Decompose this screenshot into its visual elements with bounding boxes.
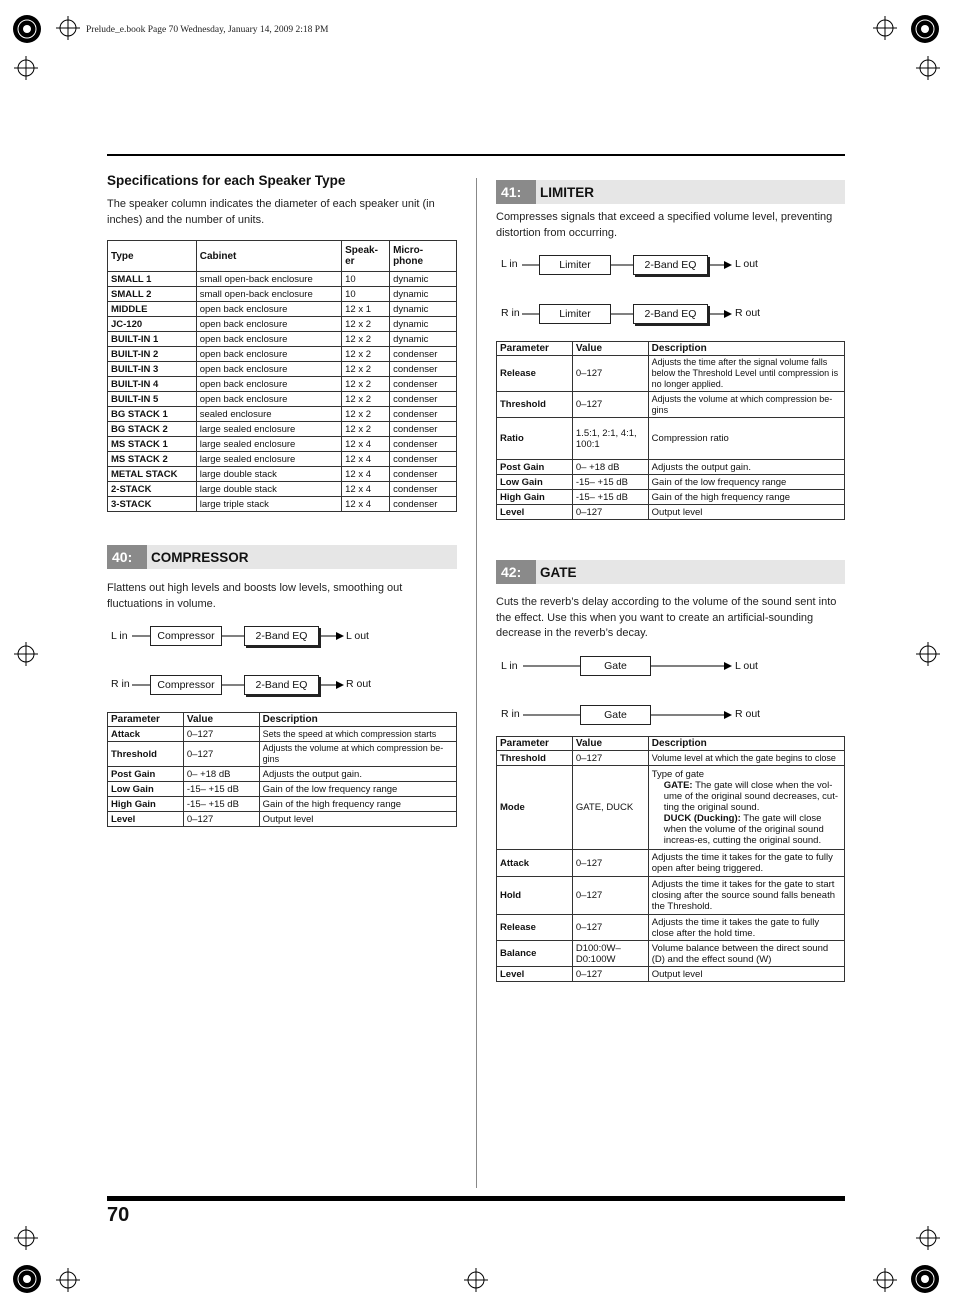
table-cell-key: SMALL 2 — [108, 287, 197, 302]
table-cell: 0–127 — [183, 742, 259, 767]
starburst-mark-icon — [910, 1264, 940, 1294]
table-row — [108, 767, 457, 782]
col-header: Value — [572, 342, 648, 356]
table-cell: open back enclosure — [196, 317, 341, 332]
table-row — [108, 272, 457, 287]
table-row — [108, 812, 457, 827]
r-in-label: R in — [111, 678, 130, 690]
table-row — [108, 467, 457, 482]
param-value: 0–127 — [572, 877, 648, 915]
table-cell: -15– +15 dB — [572, 475, 648, 490]
table-cell: condenser — [390, 482, 457, 497]
table-cell-key: BUILT-IN 5 — [108, 392, 197, 407]
column-divider — [476, 178, 477, 1188]
table-cell: condenser — [390, 362, 457, 377]
table-cell: sealed enclosure — [196, 407, 341, 422]
table-cell: 0– +18 dB — [183, 767, 259, 782]
param-desc-mode — [648, 766, 844, 850]
table-row — [108, 377, 457, 392]
mode-gate-term: GATE: — [663, 780, 693, 791]
table-cell-key: Attack — [108, 727, 184, 742]
table-cell-key: Release — [497, 356, 573, 392]
table-row — [497, 418, 845, 460]
param-name: Attack — [497, 850, 573, 877]
param-desc: Volume level at which the gate begins to close — [648, 751, 844, 766]
table-cell-key: BG STACK 1 — [108, 407, 197, 422]
table-cell: large double stack — [196, 467, 341, 482]
table-cell: dynamic — [390, 317, 457, 332]
table-row — [108, 392, 457, 407]
limiter-intro: Compresses signals that exceed a specified volume level, preventing distortion from occurring. — [496, 211, 833, 239]
table-cell: condenser — [390, 467, 457, 482]
table-cell: 12 x 2 — [342, 407, 390, 422]
table-row — [108, 797, 457, 812]
print-info: Prelude_e.book Page 70 Wednesday, January 14, 2009 2:18 PM — [86, 25, 329, 35]
table-cell-key: Threshold — [108, 742, 184, 767]
param-name: Mode — [497, 766, 573, 850]
section-header-compressor — [107, 545, 457, 569]
compressor-diagram — [107, 620, 457, 700]
table-cell: 12 x 4 — [342, 482, 390, 497]
starburst-mark-icon — [12, 1264, 42, 1294]
table-row — [108, 422, 457, 437]
mode-desc-lead: Type of gate — [651, 769, 705, 780]
table-cell: open back enclosure — [196, 332, 341, 347]
table-row — [497, 505, 845, 520]
speaker-table — [107, 240, 457, 512]
limiter-box: Limiter — [539, 304, 611, 324]
table-cell: condenser — [390, 392, 457, 407]
table-row — [497, 356, 845, 392]
param-value: 0–127 — [572, 850, 648, 877]
section-header-limiter — [496, 180, 845, 204]
table-cell: dynamic — [390, 287, 457, 302]
table-row — [108, 287, 457, 302]
table-row — [108, 347, 457, 362]
table-cell: dynamic — [390, 272, 457, 287]
r-out-label: R out — [735, 307, 761, 319]
crosshair-mark-icon — [873, 16, 897, 40]
table-cell-key: Post Gain — [108, 767, 184, 782]
speaker-intro: The speaker column indicates the diameter of each speaker unit (in inches) and the number of units. — [107, 198, 435, 226]
table-row — [108, 482, 457, 497]
bottom-rule — [107, 1196, 845, 1201]
table-row — [108, 332, 457, 347]
col-header: Description — [648, 737, 844, 751]
l-in-label: L in — [501, 258, 518, 270]
section-number: 41: — [496, 180, 536, 204]
col-header: Parameter — [108, 713, 184, 727]
table-cell: open back enclosure — [196, 302, 341, 317]
crosshair-mark-icon — [916, 642, 940, 666]
table-cell: 12 x 4 — [342, 437, 390, 452]
table-cell: 0– +18 dB — [572, 460, 648, 475]
signal-lines — [496, 652, 845, 732]
r-in-label: R in — [501, 307, 520, 319]
table-cell: 12 x 2 — [342, 377, 390, 392]
eq-box: 2-Band EQ — [633, 304, 708, 324]
l-out-label: L out — [346, 630, 369, 642]
gate-box: Gate — [580, 705, 651, 725]
section-title: GATE — [540, 564, 577, 580]
table-row — [108, 407, 457, 422]
table-cell-key: Post Gain — [497, 460, 573, 475]
crosshair-mark-icon — [14, 1226, 38, 1250]
table-cell: small open-back enclosure — [196, 287, 341, 302]
table-cell: 0–127 — [572, 505, 648, 520]
table-cell: open back enclosure — [196, 347, 341, 362]
table-cell: Adjusts the time after the signal volume falls below the Threshold Level until compression is no longer applied. — [648, 356, 844, 392]
table-cell: condenser — [390, 497, 457, 512]
limiter-param-table — [496, 341, 845, 520]
table-cell: condenser — [390, 452, 457, 467]
r-in-label: R in — [501, 708, 520, 720]
table-cell: Gain of the high frequency range — [259, 797, 456, 812]
table-cell: condenser — [390, 437, 457, 452]
table-cell: Output level — [259, 812, 456, 827]
table-row — [108, 727, 457, 742]
r-out-label: R out — [346, 678, 372, 690]
table-cell: Gain of the low frequency range — [259, 782, 456, 797]
table-cell-key: 3-STACK — [108, 497, 197, 512]
table-cell: 12 x 2 — [342, 332, 390, 347]
table-cell: 12 x 4 — [342, 467, 390, 482]
speaker-spec-title: Specifications for each Speaker Type — [107, 173, 346, 188]
r-out-label: R out — [735, 708, 761, 720]
table-cell-key: Level — [497, 505, 573, 520]
table-cell: open back enclosure — [196, 362, 341, 377]
mode-duck-text: The gate will close when the volume of the original sound increas-es, cutting the original sound. — [663, 813, 824, 846]
table-cell: condenser — [390, 377, 457, 392]
crosshair-mark-icon — [916, 56, 940, 80]
gate-intro: Cuts the reverb’s delay according to the volume of the sound sent into the effect. Use this when you want to create an artificial-sounding decrease in the reverb’s decay. — [496, 596, 837, 639]
table-cell: open back enclosure — [196, 377, 341, 392]
col-header: Description — [648, 342, 844, 356]
table-cell: large triple stack — [196, 497, 341, 512]
table-row — [108, 317, 457, 332]
table-cell-key: BUILT-IN 4 — [108, 377, 197, 392]
eq-box: 2-Band EQ — [244, 626, 319, 646]
table-row — [108, 362, 457, 377]
crosshair-mark-icon — [916, 1226, 940, 1250]
col-header: Value — [572, 737, 648, 751]
l-in-label: L in — [501, 660, 518, 672]
table-row — [497, 475, 845, 490]
table-cell-key: Level — [108, 812, 184, 827]
table-cell: condenser — [390, 422, 457, 437]
crosshair-mark-icon — [56, 16, 80, 40]
param-name: Balance — [497, 941, 573, 967]
table-cell: 1.5:1, 2:1, 4:1, 100:1 — [572, 418, 648, 460]
table-row — [497, 392, 845, 418]
l-out-label: L out — [735, 660, 758, 672]
col-header: Parameter — [497, 342, 573, 356]
table-cell: Output level — [648, 505, 844, 520]
table-cell: 12 x 2 — [342, 392, 390, 407]
compressor-box: Compressor — [150, 675, 222, 695]
crosshair-mark-icon — [464, 1268, 488, 1292]
table-cell-key: JC-120 — [108, 317, 197, 332]
table-cell: Sets the speed at which compression starts — [259, 727, 456, 742]
param-value: D100:0W– D0:100W — [572, 941, 648, 967]
gate-param-table — [496, 736, 845, 982]
mode-gate-text: The gate will close when the vol-ume of the original sound decreases, cut-ting the original sound. — [663, 780, 838, 813]
table-cell: 12 x 2 — [342, 362, 390, 377]
table-cell-key: MS STACK 2 — [108, 452, 197, 467]
gate-diagram — [496, 652, 845, 732]
section-number: 42: — [496, 560, 536, 584]
mode-duck-term: DUCK (Ducking): — [663, 813, 741, 824]
mode-duck-desc — [652, 813, 841, 846]
table-row — [108, 742, 457, 767]
param-desc: Volume balance between the direct sound (D) and the effect sound (W) — [648, 941, 844, 967]
eq-box: 2-Band EQ — [244, 675, 319, 695]
table-cell: Adjusts the output gain. — [259, 767, 456, 782]
table-cell-key: High Gain — [108, 797, 184, 812]
table-cell: 12 x 4 — [342, 497, 390, 512]
table-cell: 0–127 — [183, 727, 259, 742]
param-value: 0–127 — [572, 915, 648, 941]
compressor-intro: Flattens out high levels and boosts low levels, smoothing out fluctuations in volume. — [107, 582, 403, 610]
table-cell: condenser — [390, 347, 457, 362]
table-cell-key: BUILT-IN 3 — [108, 362, 197, 377]
starburst-mark-icon — [910, 14, 940, 44]
crosshair-mark-icon — [56, 1268, 80, 1292]
table-cell: 12 x 2 — [342, 347, 390, 362]
col-header: Value — [183, 713, 259, 727]
col-header: Cabinet — [196, 241, 341, 272]
table-cell: open back enclosure — [196, 392, 341, 407]
table-row — [108, 437, 457, 452]
table-cell: 10 — [342, 272, 390, 287]
table-cell: small open-back enclosure — [196, 272, 341, 287]
table-cell-key: Threshold — [497, 392, 573, 418]
table-cell-key: Low Gain — [497, 475, 573, 490]
table-row — [108, 782, 457, 797]
table-cell: large double stack — [196, 482, 341, 497]
table-cell: -15– +15 dB — [183, 782, 259, 797]
table-row — [108, 302, 457, 317]
table-cell-key: MS STACK 1 — [108, 437, 197, 452]
table-cell-key: High Gain — [497, 490, 573, 505]
table-cell-key: METAL STACK — [108, 467, 197, 482]
table-cell: dynamic — [390, 302, 457, 317]
limiter-diagram — [496, 250, 845, 330]
table-cell: Adjusts the volume at which compression be-gins — [259, 742, 456, 767]
table-cell: -15– +15 dB — [183, 797, 259, 812]
section-number: 40: — [107, 545, 147, 569]
param-name: Threshold — [497, 751, 573, 766]
section-header-gate — [496, 560, 845, 584]
table-cell: 12 x 2 — [342, 422, 390, 437]
table-cell: Compression ratio — [648, 418, 844, 460]
gate-box: Gate — [580, 656, 651, 676]
table-cell-key: 2-STACK — [108, 482, 197, 497]
table-cell: 0–127 — [183, 812, 259, 827]
table-cell: Gain of the high frequency range — [648, 490, 844, 505]
param-value: 0–127 — [572, 751, 648, 766]
top-rule — [107, 154, 845, 156]
param-name: Level — [497, 967, 573, 982]
table-cell: Gain of the low frequency range — [648, 475, 844, 490]
table-row — [497, 460, 845, 475]
page-number: 70 — [107, 1204, 130, 1226]
compressor-param-table — [107, 712, 457, 827]
section-title: COMPRESSOR — [151, 549, 249, 565]
table-cell: large sealed enclosure — [196, 437, 341, 452]
table-cell-key: Ratio — [497, 418, 573, 460]
table-cell-key: BUILT-IN 2 — [108, 347, 197, 362]
table-cell: Adjusts the volume at which compression be-gins — [648, 392, 844, 418]
limiter-box: Limiter — [539, 255, 611, 275]
table-cell: dynamic — [390, 332, 457, 347]
table-cell: 0–127 — [572, 392, 648, 418]
l-out-label: L out — [735, 258, 758, 270]
param-name: Release — [497, 915, 573, 941]
col-header: Parameter — [497, 737, 573, 751]
table-cell: large sealed enclosure — [196, 452, 341, 467]
crosshair-mark-icon — [873, 1268, 897, 1292]
table-cell-key: Low Gain — [108, 782, 184, 797]
param-desc: Output level — [648, 967, 844, 982]
table-cell: 12 x 2 — [342, 317, 390, 332]
table-cell: 12 x 4 — [342, 452, 390, 467]
table-row — [108, 452, 457, 467]
table-cell: 12 x 1 — [342, 302, 390, 317]
eq-box: 2-Band EQ — [633, 255, 708, 275]
table-row — [108, 497, 457, 512]
table-cell: condenser — [390, 407, 457, 422]
table-cell: 10 — [342, 287, 390, 302]
param-value: 0–127 — [572, 967, 648, 982]
table-cell-key: BG STACK 2 — [108, 422, 197, 437]
col-header: Description — [259, 713, 456, 727]
table-cell: 0–127 — [572, 356, 648, 392]
table-cell-key: MIDDLE — [108, 302, 197, 317]
table-cell: -15– +15 dB — [572, 490, 648, 505]
param-desc: Adjusts the time it takes for the gate to fully open after being triggered. — [648, 850, 844, 877]
param-desc: Adjusts the time it takes the gate to fully close after the hold time. — [648, 915, 844, 941]
param-value: GATE, DUCK — [572, 766, 648, 850]
mode-gate-desc — [652, 780, 841, 813]
col-header: Speak-er — [342, 241, 390, 272]
table-cell: large sealed enclosure — [196, 422, 341, 437]
table-cell: Adjusts the output gain. — [648, 460, 844, 475]
param-name: Hold — [497, 877, 573, 915]
section-title: LIMITER — [540, 184, 594, 200]
col-header: Micro-phone — [390, 241, 457, 272]
crosshair-mark-icon — [14, 56, 38, 80]
param-desc: Adjusts the time it takes for the gate to start closing after the source sound falls beneath the Threshold. — [648, 877, 844, 915]
crosshair-mark-icon — [14, 642, 38, 666]
compressor-box: Compressor — [150, 626, 222, 646]
table-cell-key: SMALL 1 — [108, 272, 197, 287]
l-in-label: L in — [111, 630, 128, 642]
table-cell-key: BUILT-IN 1 — [108, 332, 197, 347]
starburst-mark-icon — [12, 14, 42, 44]
table-row — [497, 490, 845, 505]
col-header: Type — [108, 241, 197, 272]
